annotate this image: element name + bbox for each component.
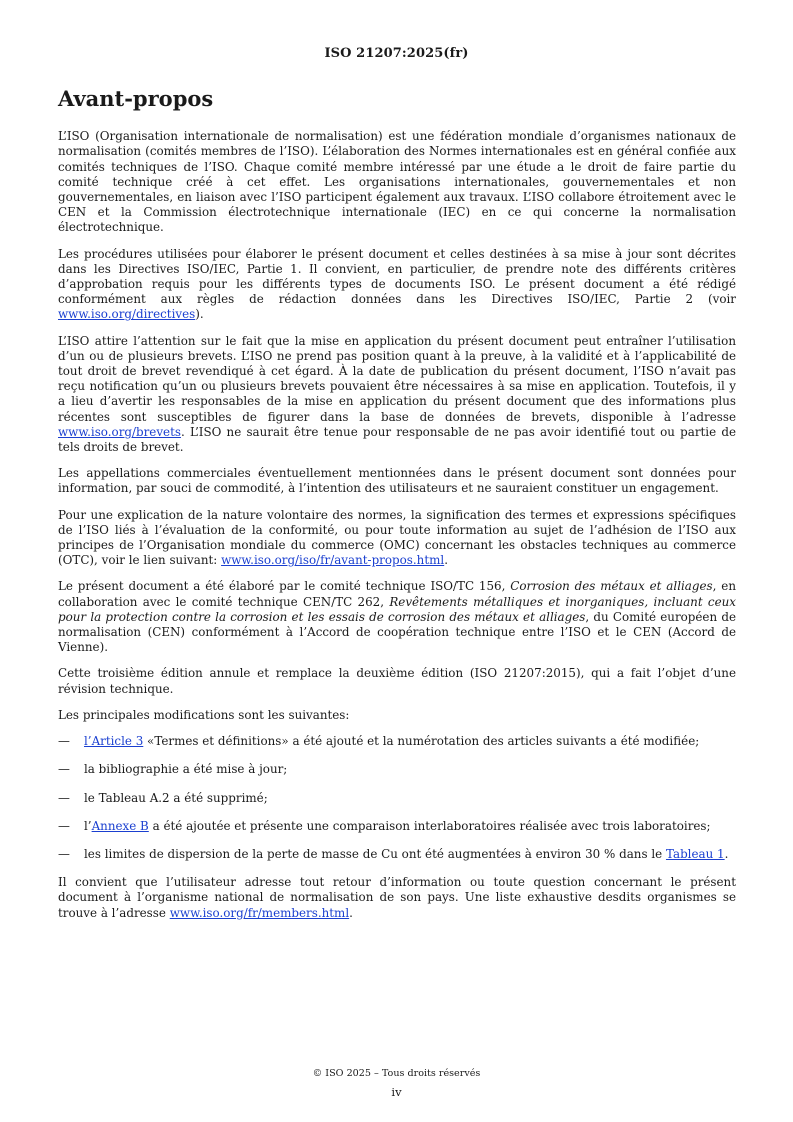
link-brevets[interactable]: www.iso.org/brevets [58,424,181,439]
paragraph-changes-intro: Les principales modifications sont les suivantes: [58,707,350,722]
list-item-text-end: . [724,846,729,861]
list-dash: — [58,762,70,777]
paragraph-text: L’ISO attire l’attention sur le fait que la mise en application du présent document peut entraîner l’utilisation d’un ou de plusieurs brevets. L’ISO ne prend pas position quant à la preuve, à la validité et à l’applicabilité de tout droit de brevet revendiqué à cet égard. À la date de publication du présent document, l’ISO n’avait pas reçu notification qu’un ou plusieurs brevets pouvaient être nécessaires à sa mise en application. Toutefois, il y a lieu d’avertir les responsables de la mise en application du présent document que des informations plus récentes sont susceptibles de figurer dans la base de données de brevets, disponible à l’adresse [58,333,736,424]
paragraph-text: Il convient que l’utilisateur adresse tout retour d’information ou toute question concernant le présent document à l’organisme national de normalisation de son pays. Une liste exhaustive desdits organismes se trouve à l’adresse [58,875,736,920]
paragraph-text-end: ). [195,307,204,322]
document-body [58,86,736,932]
list-item [58,762,736,777]
list-item-text: l’ [84,818,92,833]
link-members[interactable]: www.iso.org/fr/members.html [169,905,350,920]
list-item [58,847,736,862]
list-item-text: les limites de dispersion de la perte de masse de Cu ont été augmentées à environ 30 % dans le [84,846,666,861]
paragraph-text: Les procédures utilisées pour élaborer le présent document et celles destinées à sa mise à jour sont décrites dans les Directives ISO/IEC, Partie 1. Il convient, en particulier, de prendre note des différents critères d’approbation requis pour les différents types de documents ISO. Le présent document a été rédigé conformément aux règles de rédaction données dans les Directives ISO/IEC, Partie 2 (voir [58,246,736,307]
list-item [58,791,736,806]
paragraph-trade-names: Les appellations commerciales éventuellement mentionnées dans le présent document sont données pour information, par souci de commodité, à l’intention des utilisateurs et ne sauraient constituer un engagement. [58,466,736,496]
paragraph-text: , du Comité européen de normalisation (CEN) conformément à l’Accord de coopération technique entre l’ISO et le CEN (Accord de Vienne). [58,609,736,655]
committee-title-italic: Revêtements métalliques et inorganiques, incluant ceux pour la protection contre la corrosion et les essais de corrosion des métaux et alliages [58,594,736,624]
paragraph-text: , en collaboration avec le comité technique CEN/TC 262, [58,579,736,609]
paragraph-voluntary-nature [58,508,736,569]
list-item-text: la bibliographie a été mise à jour; [84,762,288,777]
document-header: ISO 21207:2025(fr) [324,46,469,61]
paragraph-text: Pour une explication de la nature volontaire des normes, la signification des termes et expressions spécifiques de l’ISO liés à l’évaluation de la conformité, ou pour toute information au sujet de l’adhésion de l’ISO aux principes de l’Organisation mondiale du commerce (OMC) concernant les obstacles techniques au commerce (OTC), voir le lien suivant: [58,507,736,568]
list-item-text: «Termes et définitions» a été ajouté et la numérotation des articles suivants a été modifiée; [143,734,700,749]
paragraph-text-end: . L’ISO ne saurait être tenue pour responsable de ne pas avoir identifié tout ou partie de tels droits de brevet. [58,424,736,455]
paragraph-text-end: . [444,553,448,568]
page-title: Avant-propos [58,86,214,111]
list-item [58,819,736,834]
page-footer [0,1068,793,1100]
link-annexe-b[interactable]: Annexe B [91,818,149,833]
committee-title-italic: Corrosion des métaux et alliages [510,579,713,594]
paragraph-iso-intro: L’ISO (Organisation internationale de normalisation) est une fédération mondiale d’organismes nationaux de normalisation (comités membres de l’ISO). L’élaboration des Normes internationales est en général confiée aux comités techniques de l’ISO. Chaque comité membre intéressé par une étude a le droit de faire partie du comité technique créé à cet effet. Les organisations internationales, gouvernementales et non gouvernementales, en liaison avec l’ISO participent également aux travaux. L’ISO collabore étroitement avec le CEN et la Commission électrotechnique internationale (IEC) en ce qui concerne la normalisation électrotechnique. [58,129,736,235]
list-dash: — [58,846,70,861]
list-dash: — [58,790,70,805]
paragraph-committee [58,579,736,655]
list-item [58,734,736,749]
paragraph-procedures [58,247,736,323]
link-tableau-1[interactable]: Tableau 1 [665,846,725,861]
paragraph-text-end: . [349,905,353,920]
list-item-text: a été ajoutée et présente une comparaison interlaboratoires réalisée avec trois laboratoires; [148,818,711,833]
link-directives[interactable]: www.iso.org/directives [58,307,196,322]
list-dash: — [58,818,70,833]
paragraph-feedback [58,875,736,921]
copyright-notice: © ISO 2025 – Tous droits réservés [312,1068,481,1079]
link-avant-propos[interactable]: www.iso.org/iso/fr/avant-propos.html [221,553,445,568]
page-number: iv [391,1085,402,1099]
changes-list [58,734,736,862]
link-article-3[interactable]: l’Article 3 [84,734,144,749]
paragraph-patents [58,334,736,456]
paragraph-text: Le présent document a été élaboré par le comité technique ISO/TC 156, [58,579,511,594]
list-item-text: le Tableau A.2 a été supprimé; [84,790,268,805]
list-dash: — [58,734,70,749]
paragraph-edition: Cette troisième édition annule et remplace la deuxième édition (ISO 21207:2015), qui a fait l’objet d’une révision technique. [58,666,736,696]
